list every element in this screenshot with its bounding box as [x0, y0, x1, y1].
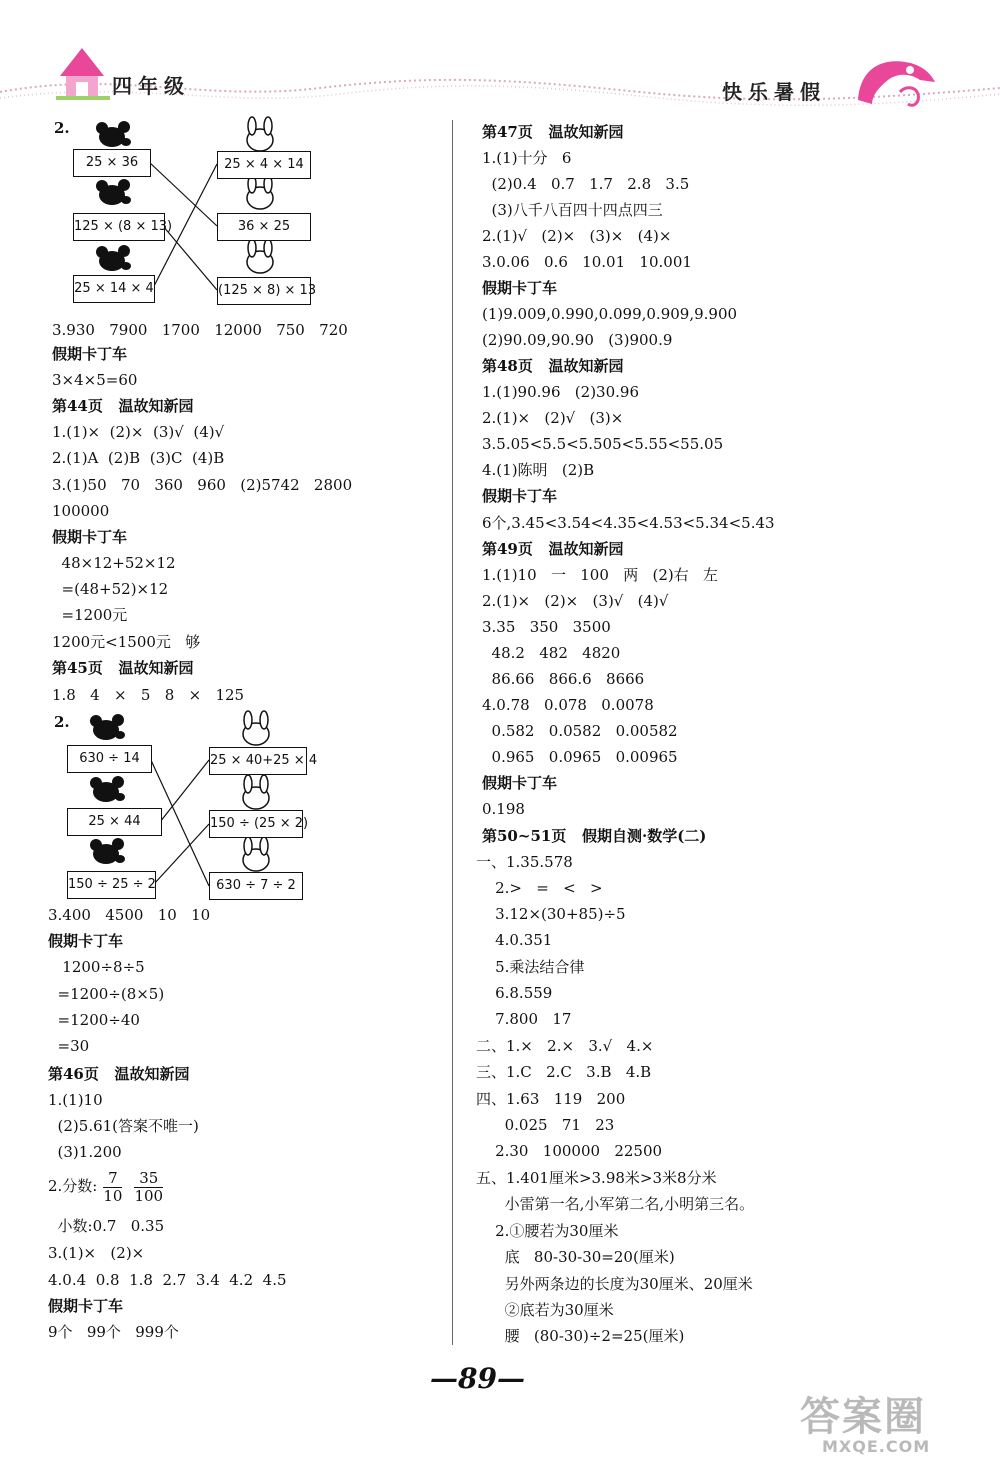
text-line: 底 80-30-30=20(厘米): [476, 1248, 675, 1266]
text-line: (2)5.61(答案不唯一): [48, 1117, 199, 1135]
text-line: ②底若为30厘米: [476, 1301, 614, 1319]
text-line: 另外两条边的长度为30厘米、20厘米: [476, 1275, 753, 1293]
watermark-url: MXQE.COM: [822, 1437, 931, 1456]
text-line: 三、1.C 2.C 3.B 4.B: [476, 1063, 652, 1081]
text-line: 2.(1)√ (2)× (3)× (4)×: [482, 227, 672, 245]
match1-right-1: 25 × 4 × 14: [217, 151, 311, 179]
page-heading: 第45页 温故知新园: [52, 659, 194, 677]
fraction-numerator: 7: [103, 1170, 122, 1188]
match2-left-3: 150 ÷ 25 ÷ 2: [67, 871, 156, 899]
text-line: =1200÷(8×5): [48, 985, 165, 1003]
text-line: 4.0.351: [476, 931, 553, 949]
text-line: 1.(1)10: [48, 1091, 103, 1109]
text-line: 6.8.559: [476, 984, 553, 1002]
text-line: 3.5.05<5.5<5.505<5.55<55.05: [482, 435, 724, 453]
text-line: 2.(1)× (2)× (3)√ (4)√: [482, 592, 669, 610]
question-number: 2.: [54, 713, 70, 731]
grade-label: 四年级: [112, 74, 190, 98]
text-line: 48×12+52×12: [52, 554, 176, 572]
text-line: =30: [48, 1037, 90, 1055]
mouse-icon: [90, 714, 125, 864]
fraction-numerator: 35: [134, 1170, 163, 1188]
text-line: 1.(1)10 一 100 两 (2)右 左: [482, 566, 719, 584]
text-line: 1200÷8÷5: [48, 958, 145, 976]
text-line: 3.(1)50 70 360 960 (2)5742 2800: [52, 476, 353, 494]
text-line: 二、1.× 2.× 3.√ 4.×: [476, 1037, 654, 1055]
text-line: 0.198: [482, 800, 525, 818]
text-line: 2.30 100000 22500: [476, 1142, 663, 1160]
text-line: (1)9.009,0.990,0.099,0.909,9.900: [482, 305, 738, 323]
section-heading: 假期卡丁车: [52, 345, 128, 363]
text-line: 2.(1)× (2)√ (3)×: [482, 409, 624, 427]
text-line: 1.(1)× (2)× (3)√ (4)√: [52, 423, 225, 441]
text-line: 腰 (80-30)÷2=25(厘米): [476, 1327, 685, 1345]
text-line: 3.12×(30+85)÷5: [476, 905, 626, 923]
page-heading: 第48页 温故知新园: [482, 357, 624, 375]
fraction-7-10: [103, 1170, 122, 1205]
text-line: 4.0.4 0.8 1.8 2.7 3.4 4.2 4.5: [48, 1271, 287, 1289]
text-line: 1.(1)十分 6: [482, 149, 572, 167]
fraction-label: 2.分数:: [48, 1177, 98, 1195]
question-number: 2.: [54, 119, 70, 137]
text-line: 7.800 17: [476, 1010, 572, 1028]
text-line: 100000: [52, 502, 110, 520]
fraction-35-100: [134, 1170, 163, 1205]
text-line: 小数:0.7 0.35: [48, 1217, 165, 1235]
text-line: 五、1.401厘米>3.98米>3米8分米: [476, 1169, 717, 1187]
watermark-logo: 答案圈: [800, 1394, 926, 1440]
text-line: 1.(1)90.96 (2)30.96: [482, 383, 639, 401]
text-line: 3.0.06 0.6 10.01 10.001: [482, 253, 692, 271]
text-line: 0.965 0.0965 0.00965: [482, 748, 678, 766]
text-line: 3×4×5=60: [52, 371, 138, 389]
text-line: 2.> = < >: [476, 879, 603, 897]
rabbit-icon: [243, 711, 269, 871]
text-line: 3.400 4500 10 10: [48, 906, 211, 924]
fraction-denominator: 10: [103, 1186, 123, 1205]
match2-left-1: 630 ÷ 14: [67, 745, 152, 773]
text-line: (2)90.09,90.90 (3)900.9: [482, 331, 673, 349]
match2-left-2: 25 × 44: [67, 808, 162, 836]
section-heading: 假期卡丁车: [48, 1297, 124, 1315]
match2-right-3: 630 ÷ 7 ÷ 2: [209, 872, 303, 900]
text-line: 一、1.35.578: [476, 853, 573, 871]
series-label: 快乐暑假: [722, 80, 826, 104]
text-line: 5.乘法结合律: [476, 958, 585, 976]
page-heading: 第47页 温故知新园: [482, 123, 624, 141]
section-heading: 假期卡丁车: [482, 774, 558, 792]
watermark: [800, 1385, 990, 1460]
text-line: 小雷第一名,小军第二名,小明第三名。: [476, 1195, 755, 1213]
match2-right-2: 150 ÷ (25 × 2): [209, 810, 303, 838]
text-line: =1200元: [52, 606, 128, 624]
page-number: —89—: [430, 1362, 525, 1395]
text-line: 1200元<1500元 够: [52, 633, 201, 651]
text-line: 3.(1)× (2)×: [48, 1244, 145, 1262]
section-heading: 假期卡丁车: [482, 487, 558, 505]
text-line: =1200÷40: [48, 1011, 140, 1029]
text-line: (3)八千八百四十四点四三: [482, 201, 663, 219]
matching-lines-2: [0, 0, 450, 920]
text-line: 4.0.78 0.078 0.0078: [482, 696, 654, 714]
text-line: 2.(1)A (2)B (3)C (4)B: [52, 449, 225, 467]
text-line: 3.930 7900 1700 12000 750 720: [52, 321, 348, 339]
page-heading: 第46页 温故知新园: [48, 1065, 190, 1083]
section-heading: 假期卡丁车: [482, 279, 558, 297]
column-divider: [452, 120, 453, 1345]
fraction-denominator: 100: [134, 1186, 164, 1205]
text-line: 48.2 482 4820: [482, 644, 621, 662]
text-line: 9个 99个 999个: [48, 1323, 179, 1341]
text-line: (3)1.200: [48, 1143, 122, 1161]
text-line: 0.025 71 23: [476, 1116, 615, 1134]
bird-decoration-icon: [858, 61, 935, 105]
text-line: 四、1.63 119 200: [476, 1090, 626, 1108]
match2-right-1: 25 × 40+25 × 4: [209, 747, 307, 775]
match1-left-2: 125 × (8 × 13): [73, 213, 165, 241]
fraction-line: [48, 1168, 169, 1205]
match1-left-1: 25 × 36: [73, 149, 151, 177]
text-line: 4.(1)陈明 (2)B: [482, 461, 595, 479]
section-heading: 假期卡丁车: [52, 528, 128, 546]
page-heading: 第50~51页 假期自测·数学(二): [482, 827, 707, 845]
text-line: (2)0.4 0.7 1.7 2.8 3.5: [482, 175, 690, 193]
match1-left-3: 25 × 14 × 4: [73, 275, 155, 303]
page-heading: 第44页 温故知新园: [52, 397, 194, 415]
text-line: 86.66 866.6 8666: [482, 670, 645, 688]
text-line: 1.8 4 × 5 8 × 125: [52, 686, 245, 704]
page-heading: 第49页 温故知新园: [482, 540, 624, 558]
match1-right-3: (125 × 8) × 13: [217, 277, 311, 305]
text-line: 6个,3.45<3.54<4.35<4.53<5.34<5.43: [482, 514, 775, 532]
text-line: 0.582 0.0582 0.00582: [482, 722, 678, 740]
text-line: 3.35 350 3500: [482, 618, 611, 636]
match1-right-2: 36 × 25: [217, 213, 311, 241]
text-line: 2.①腰若为30厘米: [476, 1222, 619, 1240]
section-heading: 假期卡丁车: [48, 932, 124, 950]
text-line: =(48+52)×12: [52, 580, 169, 598]
